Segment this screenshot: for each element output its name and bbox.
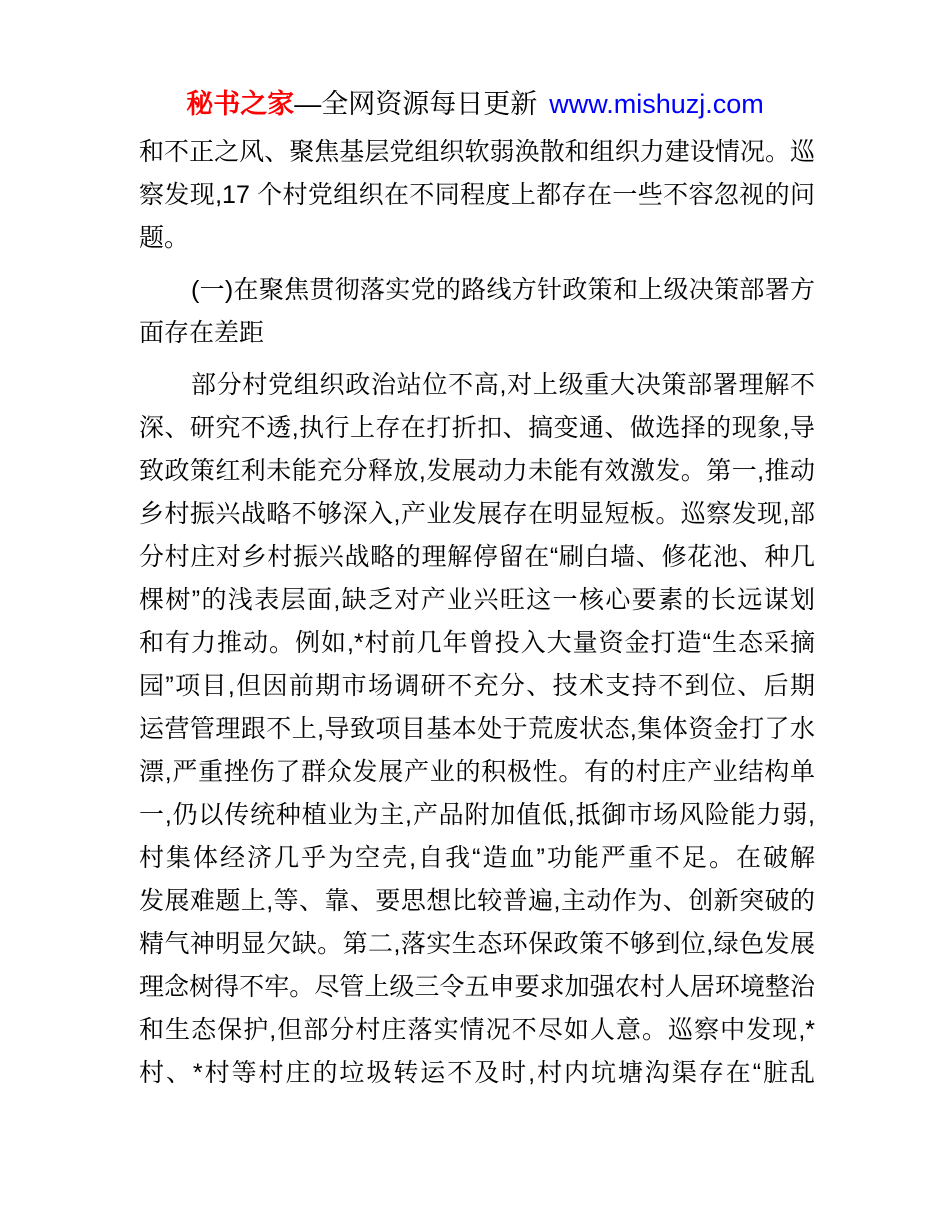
paragraph [139,364,815,1095]
text-line: 村、*村等村庄的垃圾转运不及时,村内坑塘沟渠存在“脏乱 [139,1059,815,1087]
text-line: 一,仍以传统种植业为主,产品附加值低,抵御市场风险能力弱, [139,801,815,829]
text-line: 精气神明显欠缺。第二,落实生态环保政策不够到位,绿色发展 [139,930,815,958]
text-line: 园”项目,但因前期市场调研不充分、技术支持不到位、后期 [139,672,815,700]
text-line: (一)在聚焦贯彻落实党的路线方针政策和上级决策部署方 [191,276,815,304]
header-tagline: 全网资源每日更新 [321,89,538,119]
text-line: 棵树”的浅表层面,缺乏对产业兴旺这一核心要素的长远谋划 [139,586,815,614]
text-line: 村集体经济几乎为空壳,自我“造血”功能严重不足。在破解 [139,844,815,872]
text-line: 和生态保护,但部分村庄落实情况不尽如人意。巡察中发现,* [139,1016,815,1044]
text-line: 深、研究不透,执行上存在打折扣、搞变通、做选择的现象,导 [139,414,815,442]
paragraph [139,269,815,355]
text-line: 分村庄对乡村振兴战略的理解停留在“刷白墙、修花池、种几 [139,543,815,571]
text-line: 发展难题上,等、靠、要思想比较普遍,主动作为、创新突破的 [139,887,815,915]
paragraph [139,131,815,260]
text-line: 题。 [139,224,190,252]
text-line: 察发现,17 个村党组织在不同程度上都存在一些不容忽视的问 [139,181,815,209]
document-body [139,131,815,1104]
text-line: 部分村党组织政治站位不高,对上级重大决策部署理解不 [191,371,815,399]
text-line: 面存在差距 [139,319,265,347]
header-dash: — [294,89,322,119]
site-brand: 秘书之家 [186,89,295,119]
text-line: 乡村振兴战略不够深入,产业发展存在明显短板。巡察发现,部 [139,500,815,528]
text-line: 理念树得不牢。尽管上级三令五申要求加强农村人居环境整治 [139,973,815,1001]
site-header [0,82,950,121]
text-line: 漂,严重挫伤了群众发展产业的积极性。有的村庄产业结构单 [139,758,815,786]
text-line: 致政策红利未能充分释放,发展动力未能有效激发。第一,推动 [139,457,815,485]
text-line: 和有力推动。例如,*村前几年曾投入大量资金打造“生态采摘 [139,629,815,657]
text-line: 和不正之风、聚焦基层党组织软弱涣散和组织力建设情况。巡 [139,138,815,166]
header-url-link[interactable]: www.mishuzj.com [549,89,764,119]
text-line: 运营管理跟不上,导致项目基本处于荒废状态,集体资金打了水 [139,715,815,743]
